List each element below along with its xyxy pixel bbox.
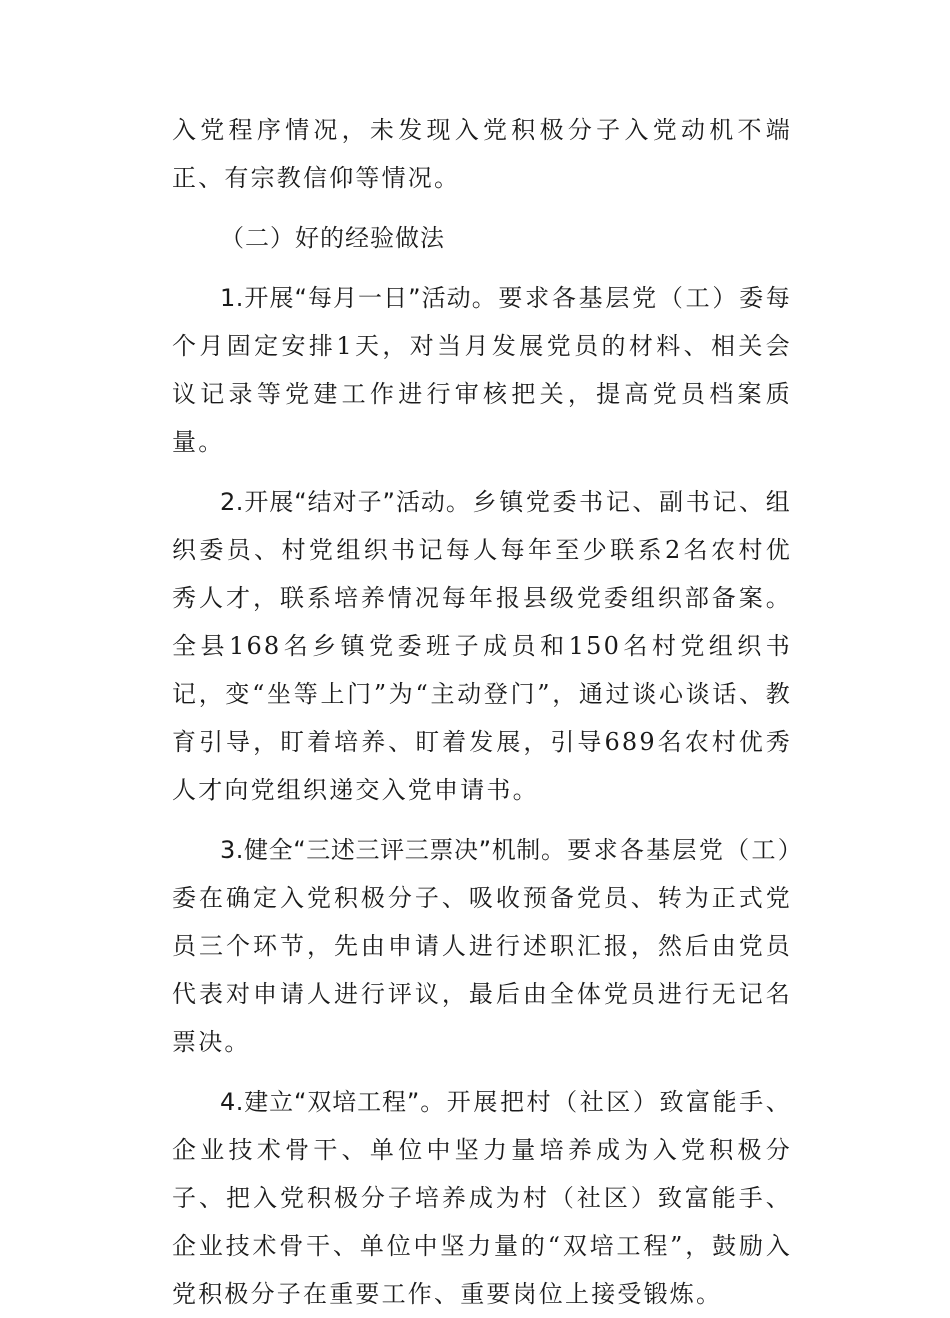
item-text: 。要求各基层党（工）委在确定入党积极分子、吸收预备党员、转为正式党员三个环节，先由申请人进行述职汇报，然后由党员代表对申请人进行评议，最后由全体党员进行无记名票决。 <box>172 836 793 1056</box>
item-paragraph-1 <box>172 274 792 466</box>
item-lead: 1.开展“每月一日”活动 <box>220 284 472 312</box>
section-heading: （二）好的经验做法 <box>220 224 445 252</box>
item-paragraph-2 <box>172 478 792 814</box>
item-paragraph-4 <box>172 1078 792 1318</box>
paragraph-text: 入党程序情况，未发现入党积极分子入党动机不端正、有宗教信仰等情况。 <box>172 116 792 192</box>
item-text: 。乡镇党委书记、副书记、组织委员、村党组织书记每人每年至少联系2名农村优秀人才，联系培养情况每年报县级党委组织部备案。全县168名乡镇党委班子成员和150名村党组织书记，变“坐等上门”为“主动登门”，通过谈心谈话、教育引导，盯着培养、盯着发展，引导689名农村优秀人才向党组织递交入党申请书。 <box>172 488 792 804</box>
document-body <box>172 106 792 1318</box>
item-text: 。要求各基层党（工）委每个月固定安排1天，对当月发展党员的材料、相关会议记录等党建工作进行审核把关，提高党员档案质量。 <box>172 284 793 456</box>
item-text: 。开展把村（社区）致富能手、企业技术骨干、单位中坚力量培养成为入党积极分子、把入党积极分子培养成为村（社区）致富能手、企业技术骨干、单位中坚力量的“双培工程”，鼓励入党积极分子在重要工作、重要岗位上接受锻炼。 <box>172 1088 792 1308</box>
item-lead: 3.健全“三述三评三票决”机制 <box>220 836 541 864</box>
item-lead: 2.开展“结对子”活动 <box>220 488 446 516</box>
item-lead: 4.建立“双培工程” <box>220 1088 420 1116</box>
item-paragraph-3 <box>172 826 792 1066</box>
continuation-paragraph <box>172 106 792 202</box>
